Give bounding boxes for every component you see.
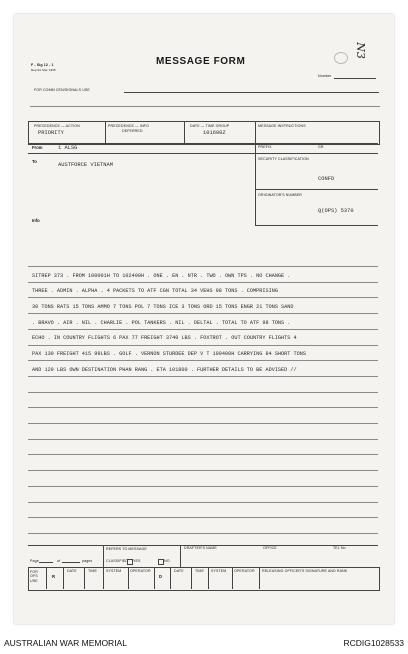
divider xyxy=(255,121,256,225)
page-label: Page xyxy=(30,559,39,563)
divider xyxy=(84,567,85,589)
precedence-action-value: PRIORITY xyxy=(38,130,64,136)
divider xyxy=(191,567,192,589)
divider xyxy=(232,567,233,589)
to-label: To xyxy=(32,159,37,164)
col-system-2: SYSTEM xyxy=(211,569,227,573)
message-line: THREE . ADMIN . ALPHA . 4 PACKETS TO ATF CGN TOTAL 34 VEHS 98 TONS . COMPRISING xyxy=(32,288,278,295)
body-rule xyxy=(28,282,378,283)
footer-left: AUSTRALIAN WAR MEMORIAL xyxy=(4,638,127,648)
footer-right: RCDIG1028533 xyxy=(343,638,404,648)
form-code: F - Sig 12 - 1 xyxy=(31,63,54,67)
body-rule xyxy=(28,407,378,408)
divider xyxy=(63,567,64,589)
divider xyxy=(170,567,171,589)
refers-label: REFERS TO MESSAGE xyxy=(106,547,147,551)
handwritten-mark: N3 xyxy=(353,42,367,59)
number-line xyxy=(334,78,376,79)
comm-cen-line xyxy=(124,92,379,93)
gr-label: GR xyxy=(318,145,324,149)
classified-label: CLASSIFIED xyxy=(106,559,128,563)
body-rule xyxy=(28,502,378,503)
col-time-1: TIME xyxy=(88,569,97,573)
from-value: 1 ALSG xyxy=(58,145,78,151)
tel-label: TEL No xyxy=(333,546,346,550)
divider xyxy=(259,567,260,589)
message-line: PAX 130 FREIGHT 415 99LBS . GOLF . VERNON STURDEE DEP V T 100400H CARRYING 84 SHORT TONS xyxy=(32,351,306,357)
form-title: MESSAGE FORM xyxy=(156,56,246,67)
of-label: of xyxy=(57,559,61,563)
body-rule xyxy=(28,423,378,424)
divider xyxy=(46,567,47,589)
form-reprint: Reprint Mar 1965 xyxy=(31,68,56,72)
message-line: AND 129 LBS OWN DESTINATION PHAN RANG . ETA 101800 . FURTHER DETAILS TO BE ADVISED // xyxy=(32,366,297,373)
divider xyxy=(154,567,155,589)
col-date-1: DATE xyxy=(67,569,77,573)
body-rule xyxy=(28,486,378,487)
col-system-1: SYSTEM xyxy=(106,569,122,573)
from-label: From xyxy=(32,145,43,150)
pages-label: pages xyxy=(82,559,93,563)
body-rule xyxy=(28,345,378,346)
security-classification-value: CONFD xyxy=(318,176,335,182)
ink-blot xyxy=(334,52,348,64)
dtg-value: 101600Z xyxy=(203,130,226,136)
divider xyxy=(128,567,129,589)
precedence-info-value: DEFERRED xyxy=(122,129,143,133)
row-line xyxy=(28,143,378,144)
divider xyxy=(105,121,106,143)
divider xyxy=(184,121,185,143)
no-label: NO xyxy=(164,559,170,563)
precedence-action-label: PRECEDENCE — ACTION xyxy=(34,124,80,128)
message-line: . BRAVO . AIR . NIL . CHARLIE . POL TANKERS . NIL . DELTAL . TOTAL TO ATF 98 TONS . xyxy=(32,319,291,326)
r-label: R xyxy=(52,574,56,579)
originators-number-value: Q(OPS) 5370 xyxy=(318,208,354,214)
drafter-label: DRAFTER'S NAME xyxy=(184,546,217,550)
page-line xyxy=(39,562,53,563)
to-value: AUSTFORCE VIETNAM xyxy=(58,162,113,168)
body-rule xyxy=(28,313,378,314)
number-label: Number xyxy=(318,74,332,78)
divider xyxy=(103,545,104,567)
col-operator-1: OPERATOR xyxy=(130,569,151,573)
comm-cen-label: FOR COMM CEN/SIGNALS USE xyxy=(34,88,90,92)
message-instructions-label: MESSAGE INSTRUCTIONS xyxy=(258,124,306,128)
col-date-2: DATE xyxy=(174,569,184,573)
body-rule xyxy=(28,454,378,455)
message-line: 30 TONS RATS 15 TONS AMMO 7 TONS POL 7 TONS ICE 3 TONS ORD 15 TONS ENGR 21 TONS SAND xyxy=(32,303,294,310)
d-label: D xyxy=(159,574,163,579)
row-line xyxy=(255,189,378,190)
prefix-label: PREFIX xyxy=(258,145,272,149)
body-rule xyxy=(28,439,378,440)
message-line: SITREP 373 . FROM 100001H TO 102400H . ONE . EN . NTR . TWO . OWN TPS . NO CHANGE . xyxy=(32,272,291,279)
body-rule xyxy=(28,517,378,518)
precedence-info-label: PRECEDENCE — INFO xyxy=(108,124,149,128)
divider xyxy=(103,567,104,589)
body-rule xyxy=(28,392,378,393)
row-line xyxy=(28,153,255,154)
security-classification-label: SECURITY CLASSIFICATION xyxy=(258,157,309,161)
office-label: OFFICE xyxy=(263,546,277,550)
body-rule xyxy=(28,470,378,471)
row-line xyxy=(255,225,378,226)
releasing-officer-label: RELEASING OFFICER'S SIGNATURE AND RANK xyxy=(262,569,348,573)
col-operator-2: OPERATOR xyxy=(234,569,255,573)
divider xyxy=(208,567,209,589)
col-time-2: TIME xyxy=(195,569,204,573)
body-rule xyxy=(28,376,378,377)
message-line: ECHO . IN COUNTRY FLIGHTS 6 PAX 77 FREIGHT 3740 LBS . FOXTROT . OUT COUNTRY FLIGHTS 4 xyxy=(32,335,297,342)
originators-number-label: ORIGINATOR'S NUMBER xyxy=(258,193,302,197)
for-ofs-label: FOR OFS USE xyxy=(30,570,38,583)
body-rule xyxy=(28,297,378,298)
dtg-label: DATE — TIME GROUP xyxy=(190,124,230,128)
of-line xyxy=(62,562,80,563)
info-label: Info xyxy=(32,218,40,223)
divider xyxy=(180,545,181,567)
comm-cen-rule xyxy=(30,106,380,107)
yes-label: YES xyxy=(133,559,141,563)
body-rule xyxy=(28,329,378,330)
row-line xyxy=(255,153,378,154)
body-rule xyxy=(28,266,378,267)
body-rule xyxy=(28,533,378,534)
body-rule xyxy=(28,360,378,361)
